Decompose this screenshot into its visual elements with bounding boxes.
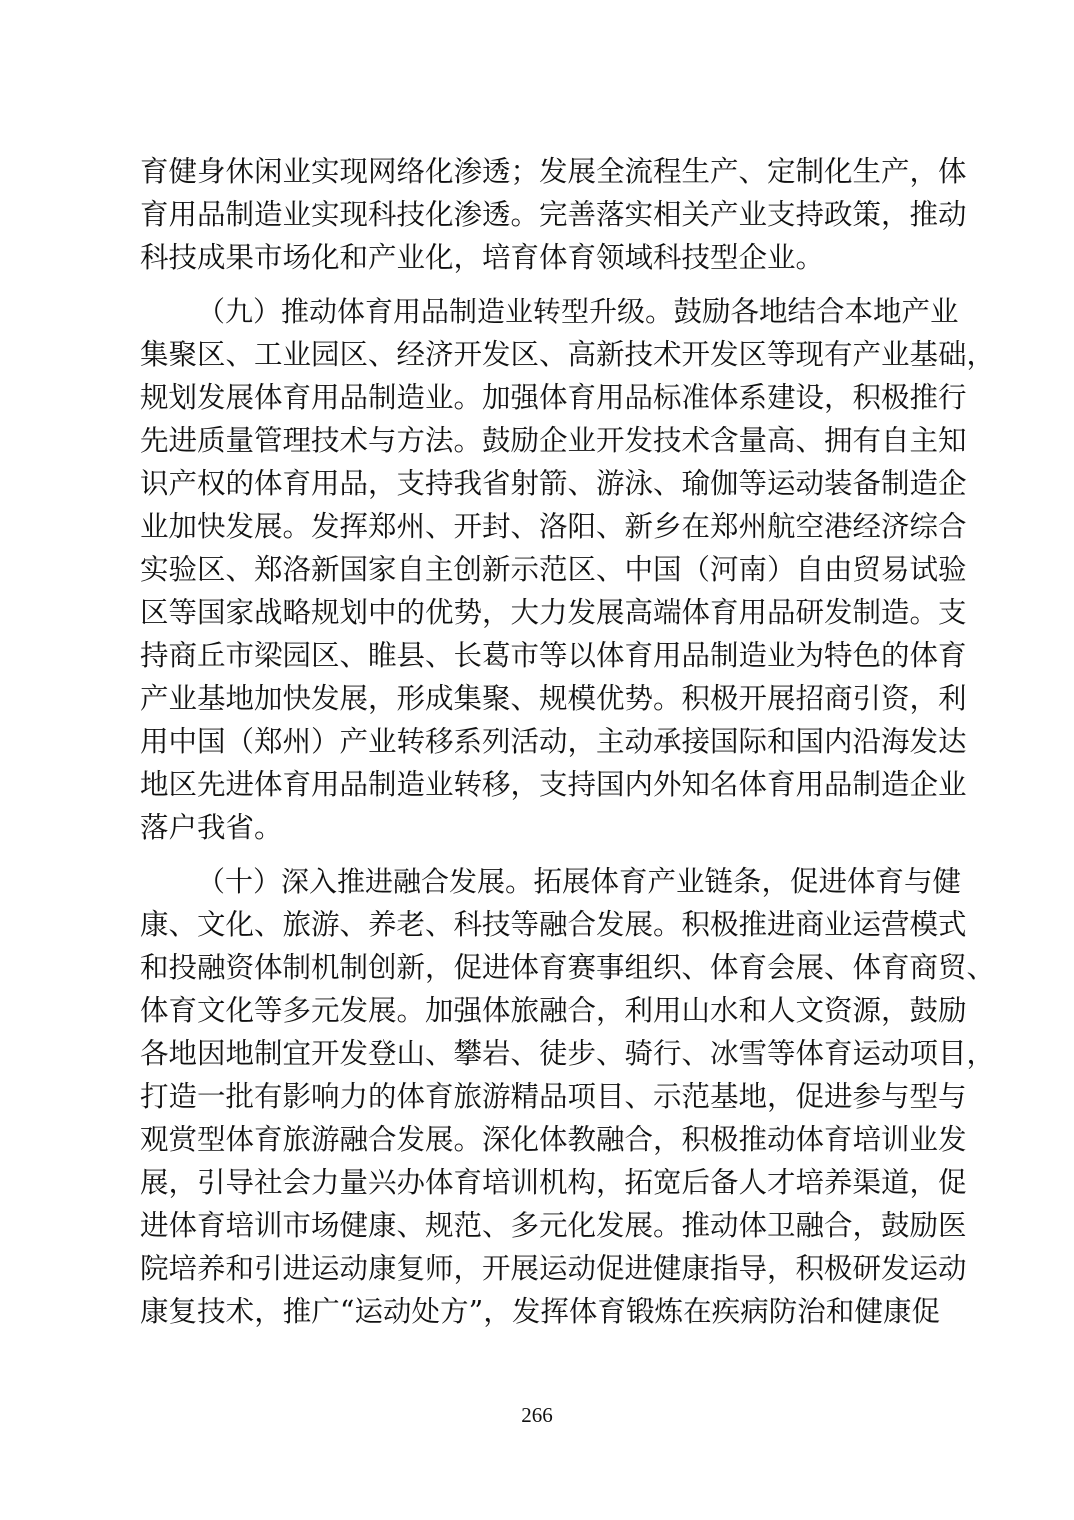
text-line: 观赏型体育旅游融合发展。深化体教融合，积极推动体育培训业发 — [140, 1123, 967, 1156]
text-line: 持商丘市梁园区、睢县、长葛市等以体育用品制造业为特色的体育 — [140, 639, 967, 672]
text-line: 康复技术，推广“运动处方”，发挥体育锻炼在疾病防治和健康促 — [140, 1295, 940, 1328]
text-line: 育健身休闲业实现网络化渗透；发展全流程生产、定制化生产，体 — [140, 155, 967, 188]
section-10-first-line — [140, 862, 962, 902]
text-line: 康、文化、旅游、养老、科技等融合发展。积极推进商业运营模式 — [140, 908, 967, 941]
section-10-heading: （十）深入推进融合发展 — [197, 865, 506, 898]
text-line: 进体育培训市场健康、规范、多元化发展。推动体卫融合，鼓励医 — [140, 1209, 967, 1242]
text-line: 规划发展体育用品制造业。加强体育用品标准体系建设，积极推行 — [140, 381, 967, 414]
text-line: 科技成果市场化和产业化，培育体育领域科技型企业。 — [140, 241, 825, 274]
text-line: 产业基地加快发展，形成集聚、规模优势。积极开展招商引资，利 — [140, 682, 967, 715]
text-line: 院培养和引进运动康复师，开展运动促进健康指导，积极研发运动 — [140, 1252, 967, 1285]
text-line: 各地因地制宜开发登山、攀岩、徒步、骑行、冰雪等体育运动项目， — [140, 1037, 996, 1070]
text-line: 地区先进体育用品制造业转移，支持国内外知名体育用品制造企业 — [140, 768, 967, 801]
text-line: 实验区、郑洛新国家自主创新示范区、中国（河南）自由贸易试验 — [140, 553, 967, 586]
text-line: 体育文化等多元发展。加强体旅融合，利用山水和人文资源，鼓励 — [140, 994, 967, 1027]
page-number: 266 — [521, 1403, 553, 1427]
text-line: 区等国家战略规划中的优势，大力发展高端体育用品研发制造。支 — [140, 596, 967, 629]
text-line: 展，引导社会力量兴办体育培训机构，拓宽后备人才培养渠道，促 — [140, 1166, 967, 1199]
section-10-text: 。拓展体育产业链条，促进体育与健 — [505, 865, 962, 898]
text-line: 业加快发展。发挥郑州、开封、洛阳、新乡在郑州航空港经济综合 — [140, 510, 967, 543]
text-line: 育用品制造业实现科技化渗透。完善落实相关产业支持政策，推动 — [140, 198, 967, 231]
text-line: 和投融资体制机制创新，促进体育赛事组织、体育会展、体育商贸、 — [140, 951, 996, 984]
text-line: 识产权的体育用品，支持我省射箭、游泳、瑜伽等运动装备制造企 — [140, 467, 967, 500]
text-line: 用中国（郑州）产业转移系列活动，主动承接国际和国内沿海发达 — [140, 725, 967, 758]
text-line: 集聚区、工业园区、经济开发区、高新技术开发区等现有产业基础， — [140, 338, 996, 371]
section-9-heading: （九）推动体育用品制造业转型升级 — [197, 295, 646, 328]
text-line: 先进质量管理技术与方法。鼓励企业开发技术含量高、拥有自主知 — [140, 424, 967, 457]
section-9-text: 。鼓励各地结合本地产业 — [645, 295, 959, 328]
text-line: 落户我省。 — [140, 811, 283, 844]
section-9-first-line — [140, 292, 959, 332]
text-line: 打造一批有影响力的体育旅游精品项目、示范基地，促进参与型与 — [140, 1080, 967, 1113]
